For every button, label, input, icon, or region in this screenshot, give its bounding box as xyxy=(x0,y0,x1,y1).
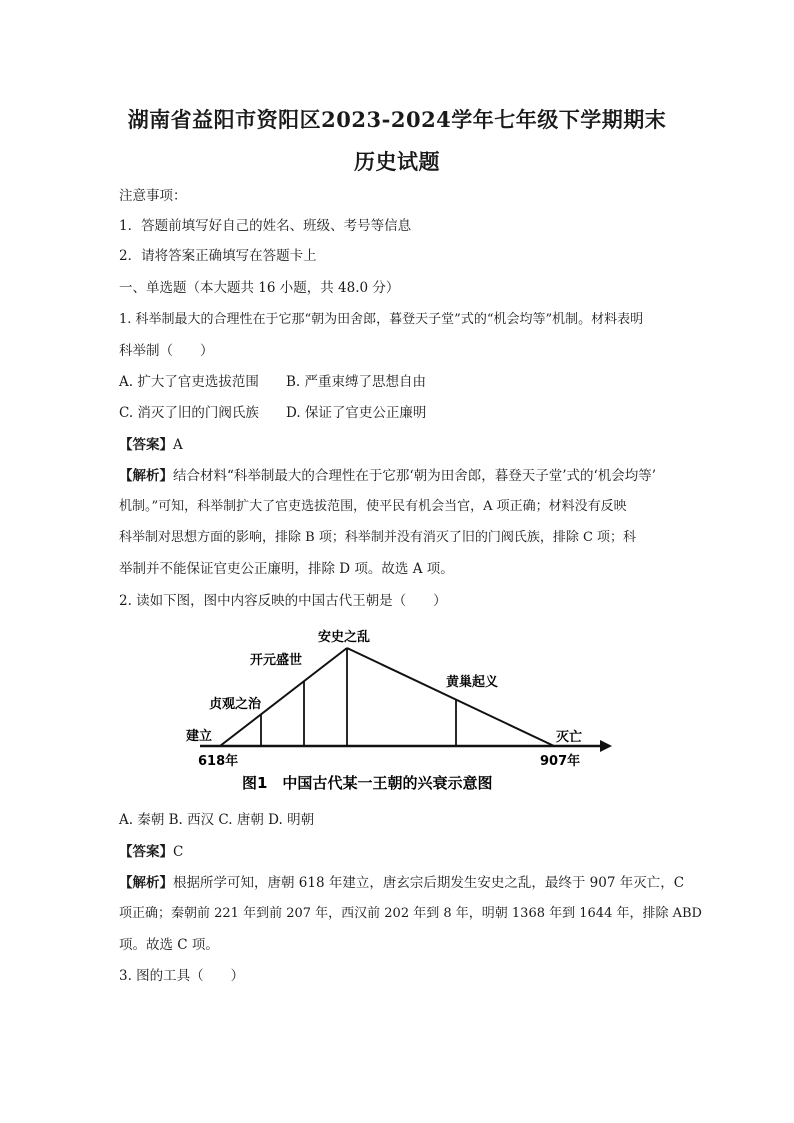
figure-caption: 图1 中国古代某一王朝的兴衰示意图 xyxy=(242,774,493,792)
q1-option-d: D. 保证了官吏公正廉明 xyxy=(286,405,427,421)
q1-analysis-line2: 机制。”可知，科举制扩大了官吏选拔范围，使平民有机会当官，A 项正确；材料没有反映 xyxy=(119,499,627,514)
q1-stem-line2: 科举制（ ） xyxy=(119,343,214,359)
q1-answer-tag: 【答案】 xyxy=(119,437,173,453)
notes-heading: 注意事项： xyxy=(119,188,187,204)
q1-analysis-text1: 结合材料“科举制最大的合理性在于它那‘朝为田舍郎，暮登天子堂’式的‘机会均等’ xyxy=(173,468,657,484)
q2-options: A. 秦朝 B. 西汉 C. 唐朝 D. 明朝 xyxy=(119,812,315,828)
label-anshi: 安史之乱 xyxy=(318,630,371,645)
year-end: 907年 xyxy=(540,754,581,769)
timeline-arrow xyxy=(600,740,612,752)
q2-analysis-line2: 项正确；秦朝前 221 年到前 207 年，西汉前 202 年到 8 年，明朝 1368 年到 1644 年，排除 ABD xyxy=(119,906,702,921)
dynasty-rise-fall-diagram xyxy=(180,620,620,800)
label-kaiyuan: 开元盛世 xyxy=(250,653,303,668)
q2-analysis-tag: 【解析】 xyxy=(119,875,173,891)
q2-answer xyxy=(119,842,689,862)
q2-analysis-text1: 根据所学可知，唐朝 618 年建立，唐玄宗后期发生安史之乱，最终于 907 年灭亡，C xyxy=(173,875,685,891)
q1-answer-value: A xyxy=(173,437,183,453)
q1-analysis-line3: 科举制对思想方面的影响，排除 B 项；科举制并没有消灭了旧的门阀氏族，排除 C 项；科 xyxy=(119,530,637,545)
q1-analysis-tag: 【解析】 xyxy=(119,468,173,484)
q3-stem: 3. 图的工具（ ） xyxy=(119,968,245,984)
label-zhenguan: 贞观之治 xyxy=(209,697,262,712)
q1-options-row1 xyxy=(119,372,689,392)
q2-answer-tag: 【答案】 xyxy=(119,844,173,860)
section-heading: 一、单选题（本大题共 16 小题，共 48.0 分） xyxy=(119,280,400,296)
q2-stem: 2. 读如下图，图中内容反映的中国古代王朝是（ ） xyxy=(119,593,447,609)
q2-answer-value: C xyxy=(173,844,184,860)
q1-option-b: B. 严重束缚了思想自由 xyxy=(286,374,427,390)
q1-option-a: A. 扩大了官吏选拔范围 xyxy=(119,374,259,390)
q1-options-row2 xyxy=(119,403,689,423)
document-subtitle: 历史试题 xyxy=(354,149,440,174)
year-start: 618年 xyxy=(198,754,239,769)
q1-option-c: C. 消灭了旧的门阀氏族 xyxy=(119,405,259,421)
q2-analysis-line1 xyxy=(119,873,689,893)
notes-item-1: 1．答题前填写好自己的姓名、班级、考号等信息 xyxy=(119,218,412,234)
q2-analysis-line3: 项。故选 C 项。 xyxy=(119,937,219,953)
notes-item-2: 2．请将答案正确填写在答题卡上 xyxy=(119,248,317,264)
decline-line xyxy=(347,648,554,746)
label-end: 灭亡 xyxy=(556,730,583,745)
q1-stem-line1: 1. 科举制最大的合理性在于它那“朝为田舍郎，暮登天子堂”式的“机会均等”机制。材料表明 xyxy=(119,312,644,327)
q1-answer xyxy=(119,435,689,455)
document-title: 湖南省益阳市资阳区2023-2024学年七年级下学期期末 xyxy=(127,107,667,132)
q1-analysis-line1 xyxy=(119,466,689,486)
label-huangchao: 黄巢起义 xyxy=(446,675,499,690)
label-start: 建立 xyxy=(186,729,213,744)
q1-analysis-line4: 举制并不能保证官吏公正廉明，排除 D 项。故选 A 项。 xyxy=(119,561,454,577)
